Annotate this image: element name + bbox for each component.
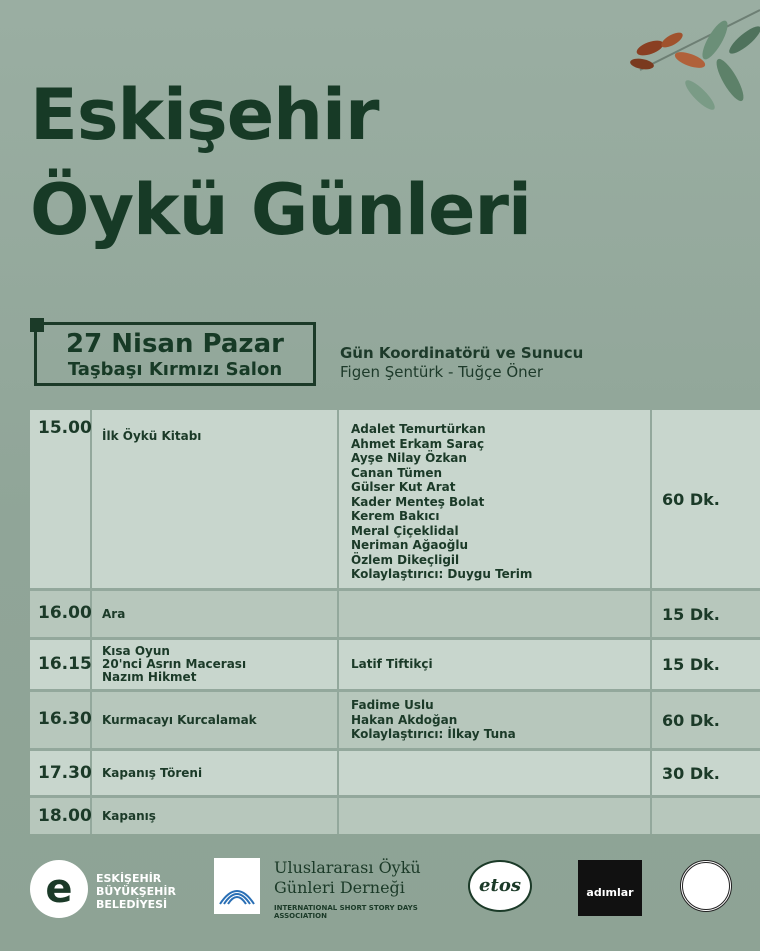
ubd-name-line: Günleri Derneği <box>274 878 405 897</box>
row-time: 16.30 <box>30 692 92 748</box>
row-duration: 60 Dk. <box>662 710 720 730</box>
date-box <box>34 322 316 386</box>
person-name: Adalet Temurtürkan <box>351 422 486 436</box>
book-icon <box>214 858 260 914</box>
ubd-subtitle: INTERNATIONAL SHORT STORY DAYS ASSOCIATION <box>274 904 418 920</box>
schedule-row <box>30 640 760 692</box>
person-name: Canan Tümen <box>351 465 443 480</box>
ebb-text-line: BÜYÜKŞEHİR <box>96 885 176 898</box>
row-time: 15.00 <box>30 410 92 588</box>
row-time: 16.00 <box>30 591 92 637</box>
person-name: Özlem Dikeçligil <box>351 552 460 567</box>
row-title-line: 20'nci Asrın Macerası <box>102 657 247 671</box>
ebb-text <box>96 872 176 911</box>
row-title: Kurmacayı Kurcalamak <box>92 692 339 748</box>
row-title: Kapanış Töreni <box>92 751 339 795</box>
event-date: 27 Nisan Pazar <box>66 329 284 359</box>
schedule-row <box>30 751 760 798</box>
schedule-table <box>30 410 760 834</box>
row-title-line: Kısa Oyun <box>102 644 170 658</box>
schedule-row <box>30 410 760 591</box>
schedule-row <box>30 798 760 834</box>
row-people <box>339 591 652 637</box>
ebb-logo <box>30 860 180 920</box>
person-name: Ayşe Nilay Özkan <box>351 451 467 465</box>
person-name: Meral Çiçeklidal <box>351 523 459 538</box>
row-duration <box>652 798 760 834</box>
row-people <box>339 692 652 748</box>
event-title-line2: Öykü Günleri <box>30 169 532 251</box>
person-name: Kolaylaştırıcı: İlkay Tuna <box>351 727 516 742</box>
ebb-text-line: ESKİŞEHİR <box>96 872 162 885</box>
row-people <box>339 798 652 834</box>
leaves-decoration-icon <box>580 0 760 140</box>
person-name: Kader Menteş Bolat <box>351 494 485 509</box>
ebb-text-line: BELEDİYESİ <box>96 898 168 911</box>
row-duration: 30 Dk. <box>662 763 720 783</box>
row-title-line: İlk Öykü Kitabı <box>102 429 202 443</box>
person-name: Kolaylaştırıcı: Duygu Terim <box>351 567 533 581</box>
person-name: Kerem Bakıcı <box>351 509 440 523</box>
person-name: Neriman Ağaoğlu <box>351 538 468 552</box>
row-title: Ara <box>92 591 339 637</box>
row-time: 16.15 <box>30 640 92 689</box>
person-name: Fadime Uslu <box>351 698 434 713</box>
row-people <box>339 751 652 795</box>
schedule-row <box>30 591 760 640</box>
adimlar-logo: adımlar <box>578 860 642 916</box>
event-title-line1: Eskişehir <box>30 74 379 156</box>
event-venue: Taşbaşı Kırmızı Salon <box>67 359 283 380</box>
row-duration: 60 Dk. <box>662 489 720 509</box>
schedule-row <box>30 692 760 751</box>
row-people <box>339 410 652 588</box>
person-name: Hakan Akdoğan <box>351 712 458 727</box>
row-time: 18.00 <box>30 798 92 834</box>
row-time: 17.30 <box>30 751 92 795</box>
coordinator-block <box>340 344 583 382</box>
row-title-line: Nazım Hikmet <box>102 670 197 684</box>
ebb-mark-icon: e <box>30 860 88 918</box>
sponsor-logos <box>0 850 760 930</box>
coordinator-label: Gün Koordinatörü ve Sunucu <box>340 344 584 362</box>
ubd-name <box>274 858 421 898</box>
etos-logo: etos <box>468 860 532 912</box>
person-name: Latif Tiftikçi <box>351 657 433 672</box>
row-title: Kapanış <box>92 798 339 834</box>
row-title <box>92 410 339 588</box>
coordinator-names: Figen Şentürk - Tuğçe Öner <box>340 363 544 381</box>
ubd-name-line: Uluslararası Öykü <box>274 858 421 877</box>
seal-logo-icon <box>680 860 732 912</box>
row-duration: 15 Dk. <box>662 655 720 674</box>
row-duration: 15 Dk. <box>662 604 720 624</box>
row-people <box>339 640 652 689</box>
person-name: Ahmet Erkam Saraç <box>351 436 485 451</box>
person-name: Gülser Kut Arat <box>351 480 456 494</box>
row-title <box>92 640 339 689</box>
ubd-logo <box>214 858 444 918</box>
